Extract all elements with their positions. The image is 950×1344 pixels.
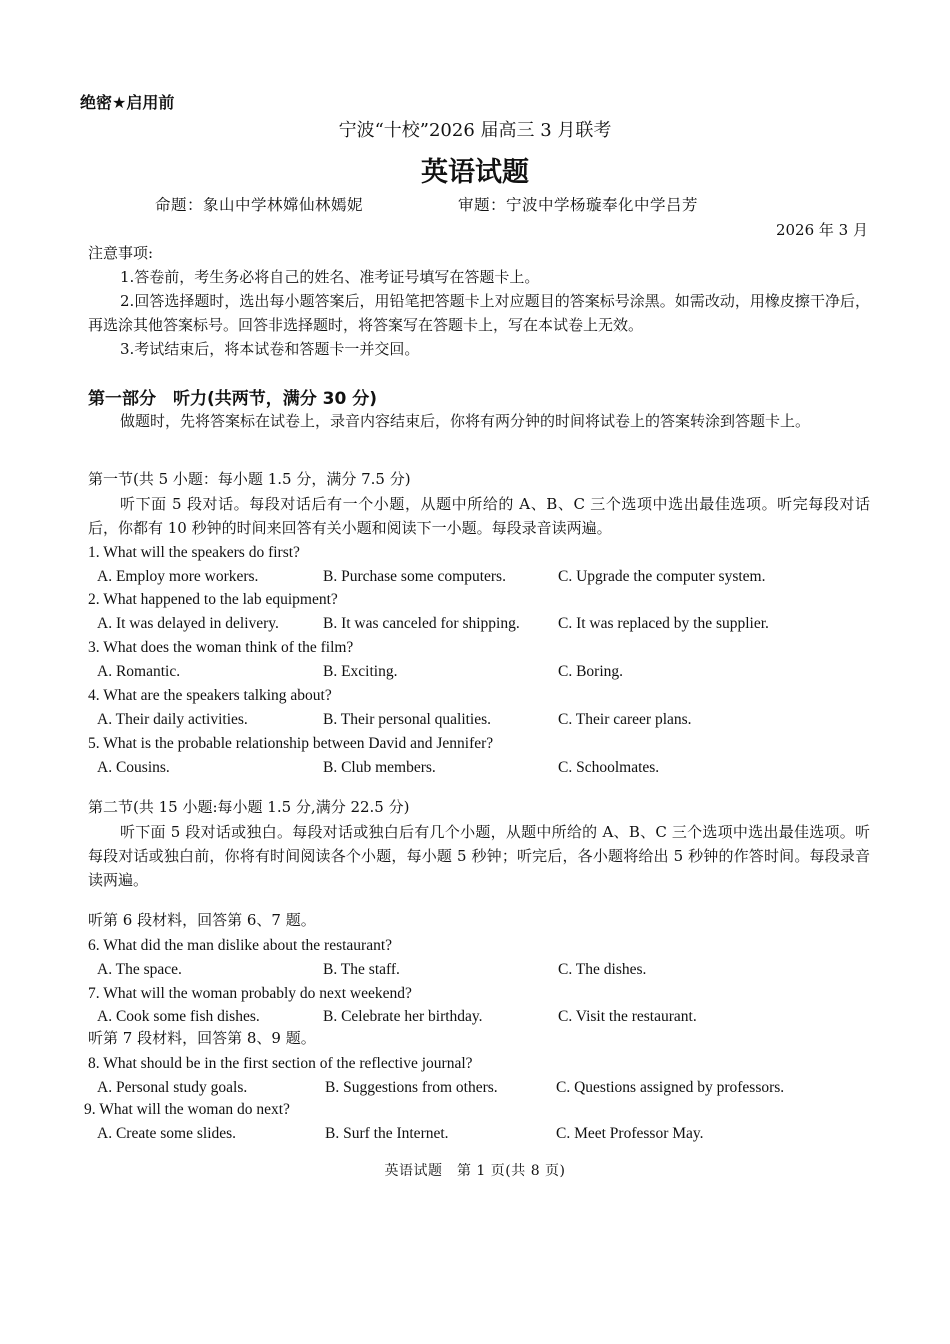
- q8-option-b: B. Suggestions from others.: [325, 1079, 498, 1096]
- q4-option-c: C. Their career plans.: [558, 711, 692, 728]
- q6-option-a: A. The space.: [97, 961, 182, 978]
- q6-option-c: C. The dishes.: [558, 961, 647, 978]
- q2-option-a: A. It was delayed in delivery.: [97, 615, 279, 632]
- q8-option-c: C. Questions assigned by professors.: [556, 1079, 785, 1096]
- q5-option-b: B. Club members.: [323, 759, 436, 776]
- q4-option-b: B. Their personal qualities.: [323, 711, 492, 728]
- q1-option-b: B. Purchase some computers.: [323, 568, 506, 585]
- authors-line: 命题：象山中学林嫦仙林嫣妮: [155, 196, 364, 214]
- question-8: 8. What should be in the first section of the reflective journal?: [88, 1055, 473, 1072]
- question-6: 6. What did the man dislike about the restaurant?: [88, 937, 393, 954]
- section2-intro: 听下面 5 段对话或独白。每段对话或独白后有几个小题，从题中所给的 A、B、C 三个选项中选出最佳选项。听每段对话或独白前，你将有时间阅读各个小题，每小题 5 秒钟；听完后，各小题将给出 5 秒钟的作答时间。每段录音读两遍。: [88, 823, 870, 889]
- question-4: 4. What are the speakers talking about?: [88, 687, 332, 704]
- q5-option-c: C. Schoolmates.: [558, 759, 660, 776]
- notice-title: 注意事项:: [88, 244, 154, 262]
- section2-title: 第二节(共 15 小题:每小题 1.5 分,满分 22.5 分): [88, 798, 410, 816]
- q9-option-b: B. Surf the Internet.: [325, 1125, 449, 1142]
- exam-name: 宁波“十校”2026 届高三 3 月联考: [338, 120, 612, 141]
- section1-intro: 听下面 5 段对话。每段对话后有一个小题，从题中所给的 A、B、C 三个选项中选出最佳选项。听完每段对话后，你都有 10 秒钟的时间来回答有关小题和阅读下一小题。每段录音读两遍。: [88, 495, 870, 537]
- q2-option-b: B. It was canceled for shipping.: [323, 615, 520, 632]
- subject-title: 英语试题: [421, 157, 529, 188]
- exam-date: 2026 年 3 月: [775, 221, 868, 239]
- q2-option-c: C. It was replaced by the supplier.: [558, 615, 769, 632]
- q1-option-c: C. Upgrade the computer system.: [558, 568, 766, 585]
- question-9: 9. What will the woman do next?: [84, 1101, 290, 1118]
- page-footer: 英语试题 第 1 页(共 8 页): [384, 1163, 566, 1179]
- material-6-instruction: 听第 6 段材料，回答第 6、7 题。: [88, 911, 316, 929]
- material-7-instruction: 听第 7 段材料，回答第 8、9 题。: [88, 1029, 316, 1047]
- notice-item-2: 2.回答选择题时，选出每小题答案后，用铅笔把答题卡上对应题目的答案标号涂黑。如需改动，用橡皮擦干净后，再选涂其他答案标号。回答非选择题时，将答案写在答题卡上，写在本试卷上无效。: [88, 292, 870, 334]
- notice-item-3: 3.考试结束后，将本试卷和答题卡一并交回。: [120, 340, 420, 358]
- q6-option-b: B. The staff.: [323, 961, 400, 978]
- q3-option-a: A. Romantic.: [97, 663, 181, 680]
- q8-option-a: A. Personal study goals.: [97, 1079, 248, 1096]
- q7-option-a: A. Cook some fish dishes.: [97, 1008, 260, 1025]
- section1-title: 第一节(共 5 小题：每小题 1.5 分，满分 7.5 分): [88, 470, 411, 488]
- notice-item-1: 1.答卷前，考生务必将自己的姓名、准考证号填写在答题卡上。: [120, 268, 540, 286]
- q3-option-c: C. Boring.: [558, 663, 624, 680]
- reviewers-line: 审题：宁波中学杨璇奉化中学吕芳: [458, 196, 699, 214]
- secret-label: 绝密★启用前: [80, 93, 175, 112]
- q7-option-b: B. Celebrate her birthday.: [323, 1008, 483, 1025]
- q5-option-a: A. Cousins.: [97, 759, 170, 776]
- q3-option-b: B. Exciting.: [323, 663, 398, 680]
- question-3: 3. What does the woman think of the film?: [88, 639, 354, 656]
- q4-option-a: A. Their daily activities.: [97, 711, 248, 728]
- part1-title: 第一部分 听力(共两节，满分 30 分): [88, 389, 378, 409]
- q9-option-c: C. Meet Professor May.: [556, 1125, 704, 1142]
- q7-option-c: C. Visit the restaurant.: [558, 1008, 697, 1025]
- q1-option-a: A. Employ more workers.: [97, 568, 259, 585]
- question-1: 1. What will the speakers do first?: [88, 544, 300, 561]
- question-7: 7. What will the woman probably do next weekend?: [88, 985, 412, 1002]
- question-2: 2. What happened to the lab equipment?: [88, 591, 338, 608]
- q9-option-a: A. Create some slides.: [97, 1125, 237, 1142]
- question-5: 5. What is the probable relationship between David and Jennifer?: [88, 735, 494, 752]
- part1-intro: 做题时，先将答案标在试卷上，录音内容结束后，你将有两分钟的时间将试卷上的答案转涂到答题卡上。: [120, 412, 811, 430]
